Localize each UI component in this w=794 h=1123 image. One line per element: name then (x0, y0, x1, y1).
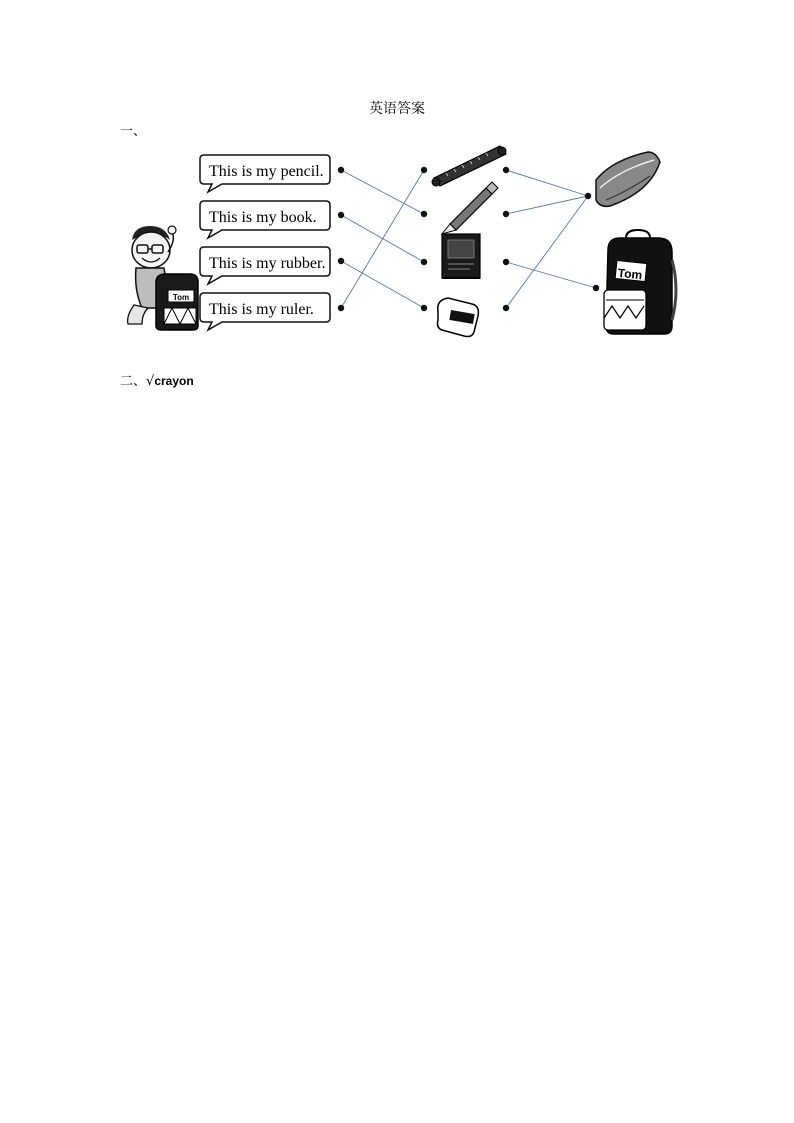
sentence-4: This is my ruler. (209, 301, 314, 318)
section-2-label: 二、 (120, 374, 147, 389)
check-mark-icon: √ (146, 374, 155, 389)
sentence-3: This is my rubber. (209, 255, 326, 272)
section-2-answer: crayon (154, 374, 194, 388)
section-1-label: 一、 (120, 124, 147, 139)
pencil-icon (442, 182, 498, 234)
page-title: 英语答案 (369, 101, 425, 117)
boy-bag-label: Tom (172, 293, 190, 302)
book-icon (442, 234, 480, 278)
schoolbag-label: Tom (617, 265, 643, 283)
matching-exercise-figure (120, 140, 680, 345)
sentence-1: This is my pencil. (209, 163, 324, 180)
rubber-icon (438, 298, 479, 337)
pencil-case-icon (596, 152, 660, 206)
ruler-icon (432, 146, 506, 186)
boy-character-icon (128, 226, 198, 330)
matching-exercise-svg (120, 140, 680, 345)
sentence-2: This is my book. (209, 209, 317, 226)
section-2 (120, 370, 194, 389)
